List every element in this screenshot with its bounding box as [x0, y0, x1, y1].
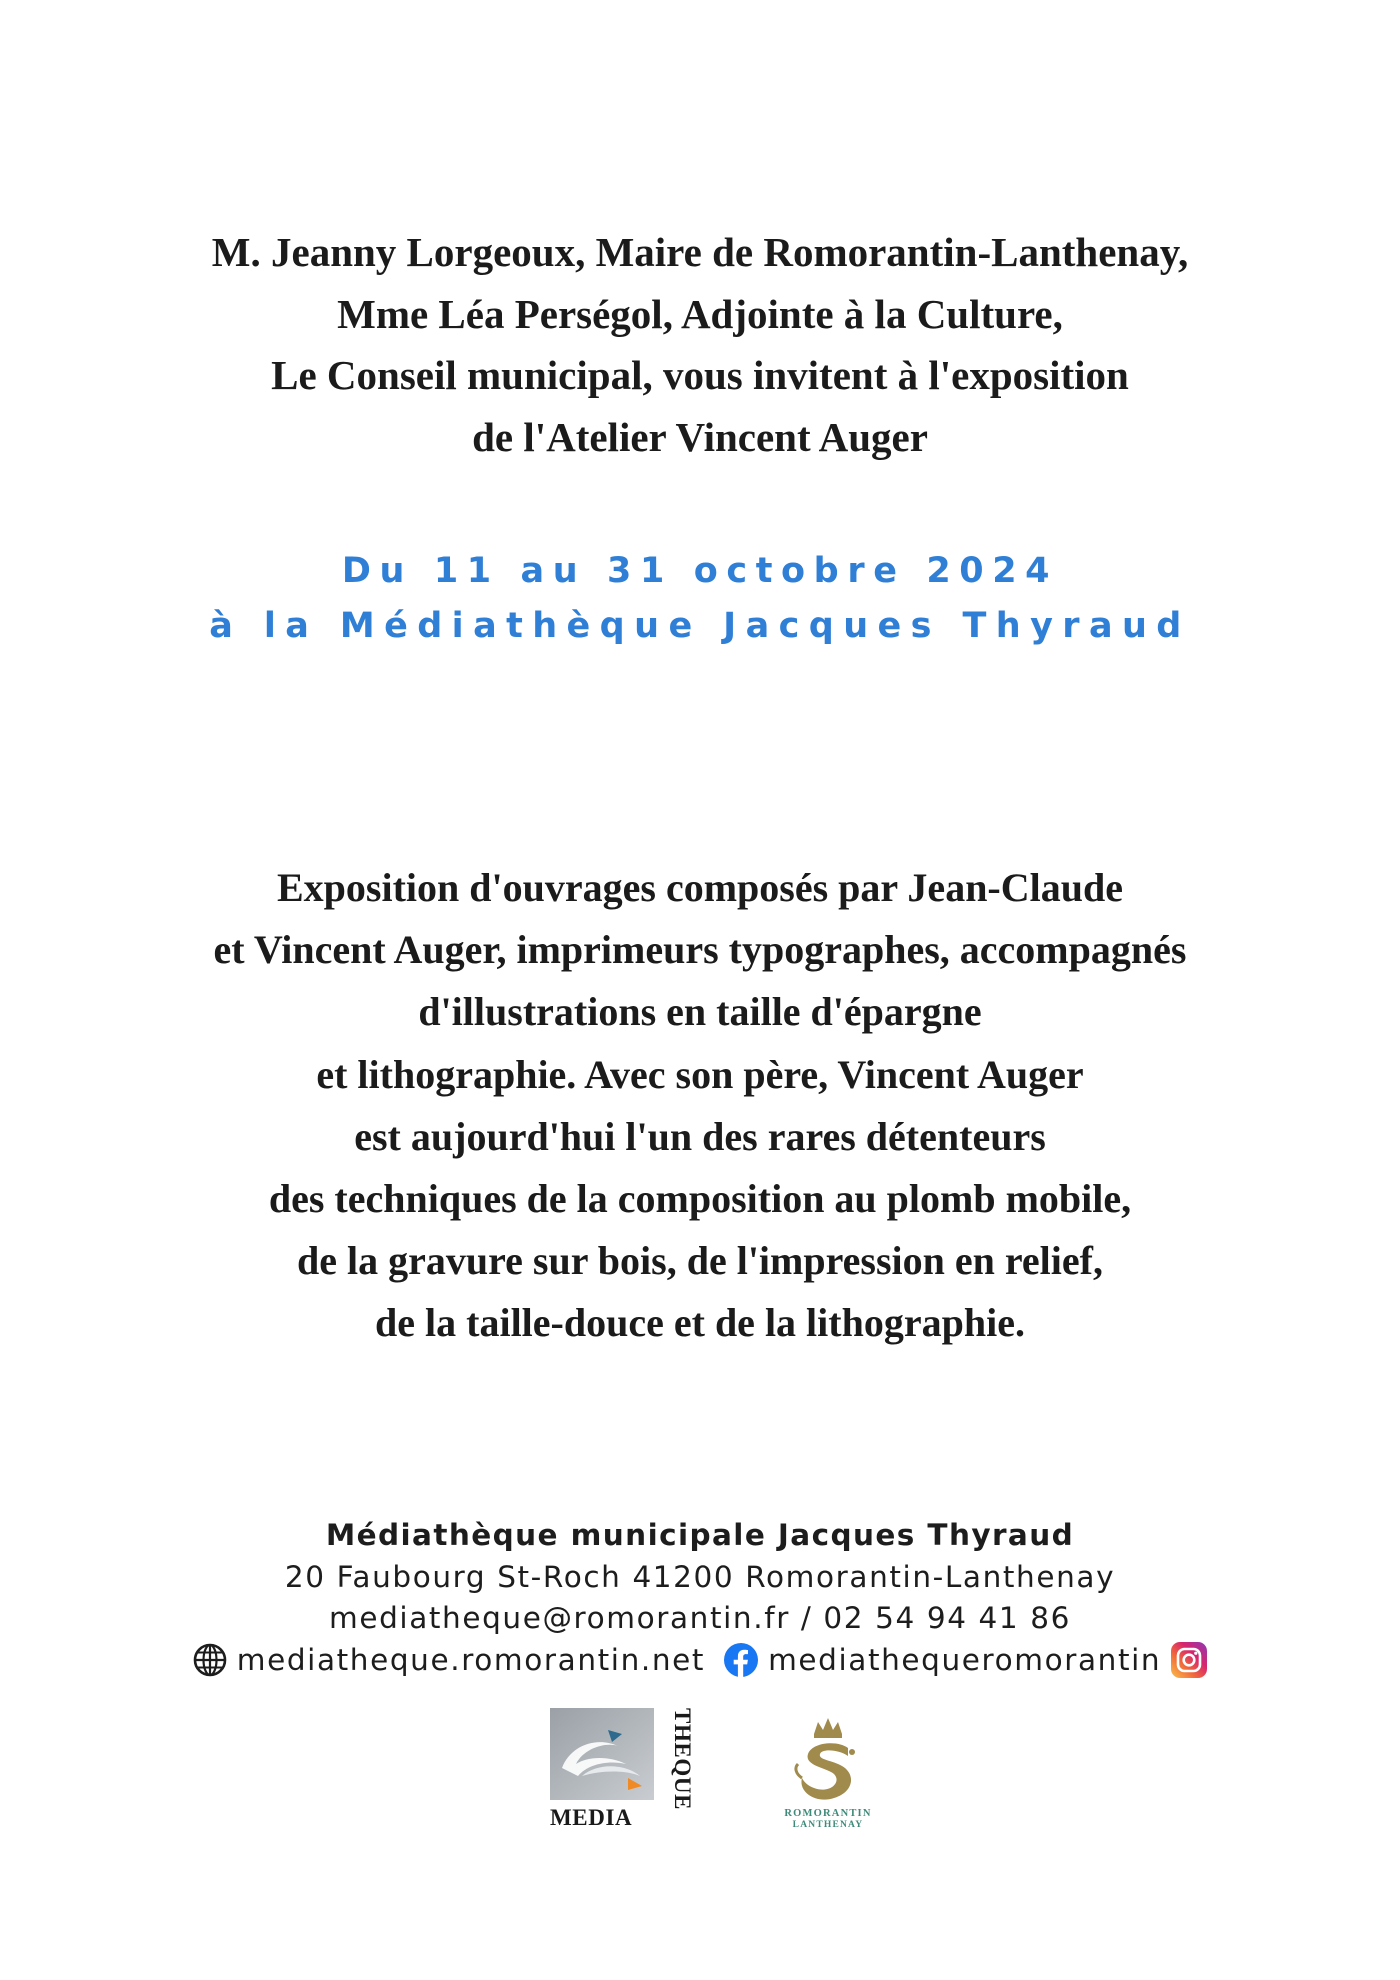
description-line: de la gravure sur bois, de l'impression en relief, — [297, 1238, 1103, 1284]
mediatheque-logo-text: MEDIA — [550, 1805, 633, 1830]
venue: à la Médiathèque Jacques Thyraud — [209, 606, 1191, 646]
romorantin-logo — [768, 1712, 888, 1830]
date-range: Du 11 au 31 octobre 2024 — [341, 551, 1059, 591]
instagram-icon[interactable] — [1170, 1641, 1208, 1679]
mediatheque-logo — [548, 1706, 695, 1830]
description-line: d'illustrations en taille d'épargne — [418, 989, 982, 1035]
invitation-line: Le Conseil municipal, vous invitent à l'exposition — [271, 352, 1129, 398]
description-line: des techniques de la composition au plomb mobile, — [268, 1176, 1132, 1222]
website-link[interactable]: mediatheque.romorantin.net — [236, 1642, 706, 1677]
contact-name: Médiathèque municipale Jacques Thyraud — [325, 1518, 1075, 1552]
exhibition-dates — [0, 544, 1400, 654]
description-line: et Vincent Auger, imprimeurs typographes, accompagnés — [213, 927, 1187, 973]
invitation-text — [0, 222, 1400, 468]
invitation-line: de l'Atelier Vincent Auger — [472, 413, 928, 460]
social-handle[interactable]: mediathequeromorantin — [768, 1642, 1162, 1677]
facebook-icon[interactable] — [723, 1642, 759, 1678]
description-line: est aujourd'hui l'un des rares détenteurs — [354, 1113, 1046, 1159]
romorantin-logo-line1: ROMORANTIN — [784, 1808, 872, 1819]
social-row — [0, 1640, 1400, 1682]
svg-text:THEQUE: THEQUE — [670, 1708, 695, 1811]
invitation-line: Mme Léa Perségol, Adjointe à la Culture, — [337, 290, 1063, 337]
description-line: et lithographie. Avec son père, Vincent Auger — [316, 1051, 1084, 1097]
description-line: Exposition d'ouvrages composés par Jean-Claude — [276, 865, 1123, 910]
contact-block — [0, 1515, 1400, 1681]
globe-icon — [192, 1642, 228, 1678]
invitation-line: M. Jeanny Lorgeoux, Maire de Romorantin-Lanthenay, — [211, 229, 1189, 275]
contact-email-phone[interactable]: mediatheque@romorantin.fr / 02 54 94 41 86 — [328, 1601, 1072, 1635]
exhibition-description — [0, 857, 1400, 1355]
contact-address: 20 Faubourg St-Roch 41200 Romorantin-Lanthenay — [284, 1559, 1116, 1594]
description-line: de la taille-douce et de la lithographie. — [375, 1300, 1025, 1346]
romorantin-logo-line2: LANTHENAY — [792, 1820, 864, 1830]
